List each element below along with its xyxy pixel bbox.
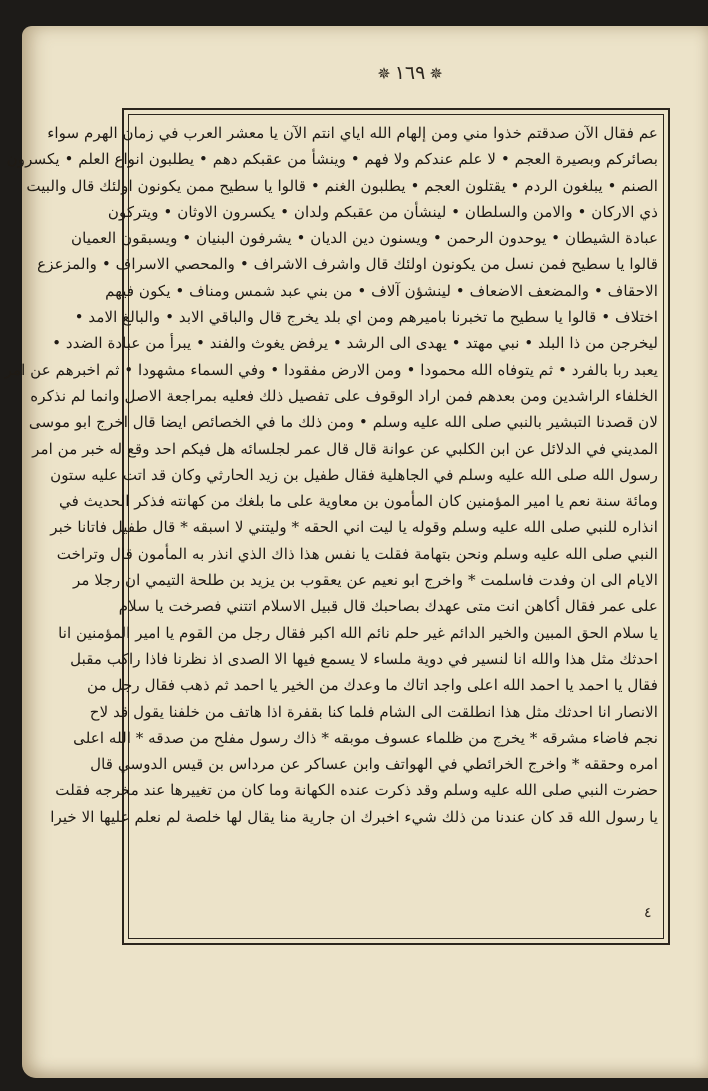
text-line: على عمر فقال أكاهن انت متى عهدك بصاحبك قال قبيل الاسلام اتتني فصرخت يا سلام [118, 597, 658, 616]
text-line: فقال يا احمد يا احمد الله اعلى واجد اتاك ما وعدك من الخير يا احمد ثم ذهب فقال رجل من [87, 676, 658, 695]
text-line: اختلاف • قالوا يا سطيح ما تخبرنا باميرهم ومن اي بلد يخرج قال والباقي الابد • والبالغ الامد • [74, 308, 658, 327]
text-line: رسول الله صلى الله عليه وسلم في الجاهلية فقال طفيل بن زيد الحارثي وكان قد اتت عليه ستون [50, 465, 658, 484]
text-line: احدثك مثل هذا والله انا لنسير في دوية ملساء لا يسمع فيها الا الصدى اذ نظرنا فاذا راكب مقبل [70, 649, 658, 668]
text-line: نجم فاضاء مشرقه * يخرج من ظلماء عسوف موبقه * ذاك رسول مفلح من صدقه * الله اعلى [73, 728, 658, 747]
text-line: انذاره للنبي صلى الله عليه وسلم وقوله يا ليت اني الحقه * وليتني لا اسبقه * قال طفيل فاتانا خبر [50, 518, 658, 537]
text-line: ليخرجن من ذا البلد • نبي مهتد • يهدى الى الرشد • يرفض يغوث والفند • يبرأ من عبادة الضدد • [52, 334, 658, 353]
text-line: المديني في الدلائل عن ابن الكلبي عن عوانة قال قال عمر لجلسائه هل فيكم احد وقع له خبر من امر [32, 439, 658, 458]
text-line: امره وحققه * واخرج الخرائطي في الهواتف وابن عساكر عن مرداس بن قيس الدوسي قال [90, 755, 658, 774]
page-number-header [340, 62, 480, 84]
margin-mark: ٤ [644, 905, 652, 921]
text-line: بصائركم وبصيرة العجم • لا علم عندكم ولا فهم • وينشأ من عقبكم دهم • يطلبون انواع العلم • يكسرون [6, 150, 658, 169]
text-line: عبادة الشيطان • يوحدون الرحمن • ويسنون دين الديان • يشرفون البنيان • ويسبقون العميان [70, 229, 658, 248]
text-line: الصنم • يبلغون الردم • يقتلون العجم • يطلبون الغنم • قالوا يا سطيح ممن يكونون اولئك قال والبيت [26, 176, 658, 195]
text-line: عم فقال الآن صدقتم خذوا مني ومن إلهام الله اياي انتم الآن يا معشر العرب في زمان الهرم سواء [47, 124, 658, 142]
text-line: قالوا يا سطيح فمن نسل من يكونون اولئك قال واشرف الاشراف • والمحصي الاسراف • والمزعزع [37, 255, 658, 274]
text-line: الاحقاف • والمضعف الاضعاف • لينشؤن آلاف • من بني عبد شمس ومناف • يكون فيهم [105, 281, 658, 300]
page-number: ١٦٩ [394, 62, 426, 84]
text-line: النبي صلى الله عليه وسلم ونحن بتهامة فقلت يا نفس هذا ذاك الذي انذر به المأمون قال وتراخت [56, 544, 658, 563]
text-line: لان قصدنا التبشير بالنبي صلى الله عليه وسلم • ومن ذلك ما في الخصائص ايضا قال اخرج ابو موسى [28, 413, 658, 432]
text-line: ذي الاركان • والامن والسلطان • لينشأن من عقبكم ولدان • يكسرون الاوثان • ويتركون [107, 202, 658, 221]
ornament-star-icon: ✵ [377, 64, 391, 83]
text-line: حضرت النبي صلى الله عليه وسلم وقد ذكرت عنده الكهانة وما كان من تغييرها عند مخرجه فقلت [55, 781, 658, 800]
arabic-text-block [4, 120, 658, 935]
ornament-star-icon: ✵ [429, 64, 443, 83]
text-line: يعبد ربا بالفرد • ثم يتوفاه الله محمودا • ومن الارض مفقودا • وفي السماء مشهودا • ثم اخبرهم عن امر [4, 360, 658, 379]
text-line: يا سلام الحق المبين والخير الدائم غير حلم نائم الله اكبر فقال رجل من القوم يا امير المؤمنين انا [58, 623, 658, 642]
text-line: الخلفاء الراشدين ومن بعدهم فمن اراد الوقوف على تفصيل ذلك فعليه بمراجعة الاصل وانما لم نذكره [30, 386, 658, 405]
text-line: ومائة سنة نعم يا امير المؤمنين كان المأمون بن معاوية على ما بلغك من كهانته فذكر الحديث في [58, 492, 658, 511]
text-line: الانصار انا احدثك مثل هذا انطلقت الى الشام فلما كنا بقفرة اذا هاتف من خلفنا يقول قد لاح [89, 702, 658, 721]
text-line: يا رسول الله قد كان عندنا من ذلك شيء اخبرك ان جارية منا يقال لها خلصة لم نعلم عليها الا خيرا [50, 807, 658, 826]
text-line: الايام الى ان وفدت فاسلمت * واخرج ابو نعيم عن يعقوب بن يزيد بن طلحة التيمي ان رجلا مر [73, 571, 658, 590]
